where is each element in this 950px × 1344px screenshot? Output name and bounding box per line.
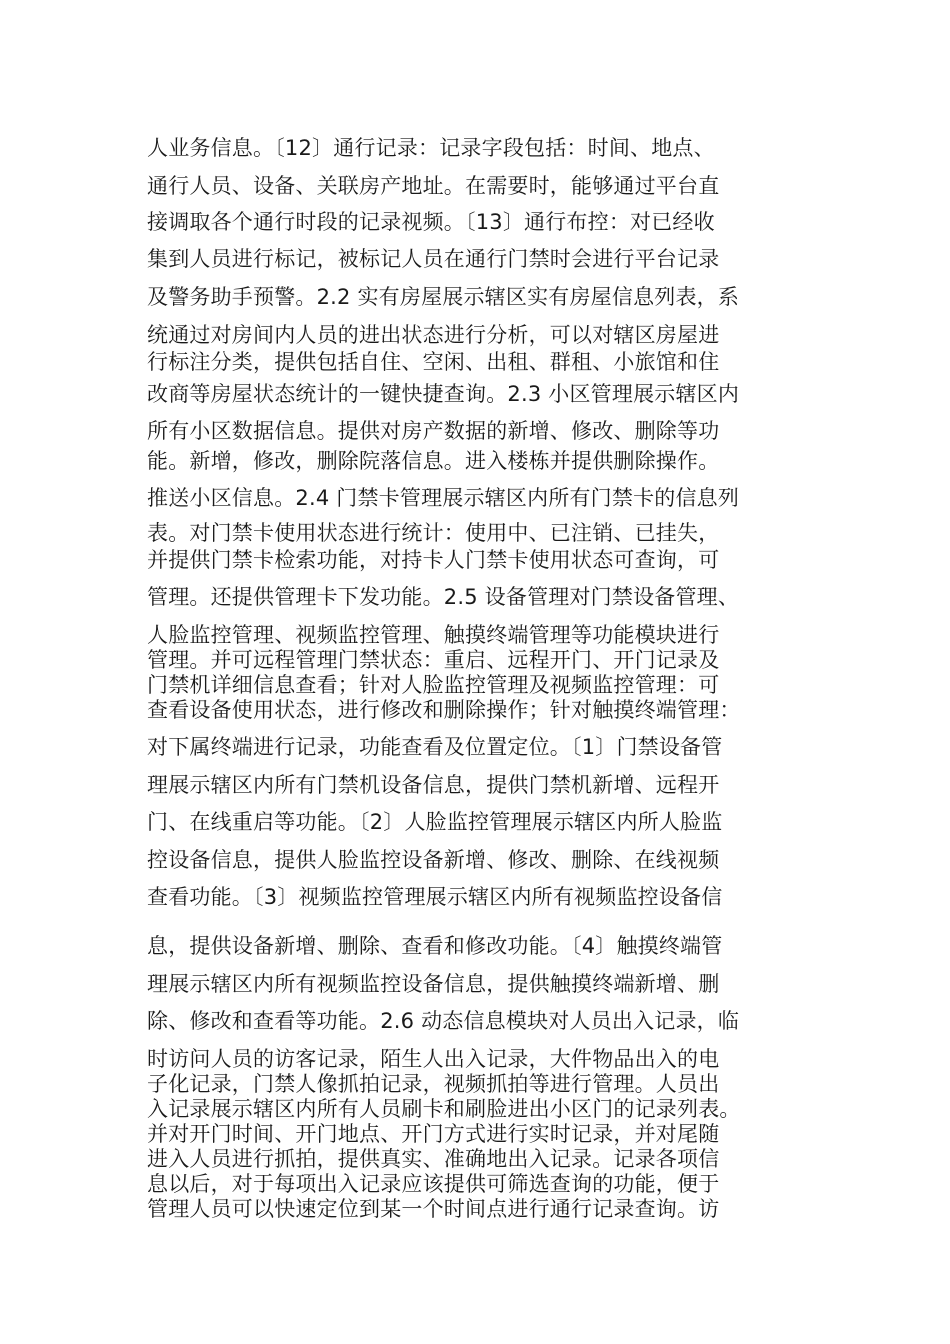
text-line: 理展示辖区内所有视频监控设备信息，提供触摸终端新增、删	[147, 972, 720, 996]
text-line: 通行人员、设备、关联房产地址。在需要时，能够通过平台直	[147, 174, 720, 198]
text-line: 管理。还提供管理卡下发功能。2.5 设备管理对门禁设备管理、	[147, 585, 740, 609]
text-line: 门禁机详细信息查看；针对人脸监控管理及视频监控管理：可	[147, 673, 720, 697]
text-line: 及警务助手预警。2.2 实有房屋展示辖区实有房屋信息列表，系	[147, 285, 740, 309]
text-line: 查看功能。〔3〕视频监控管理展示辖区内所有视频监控设备信	[147, 885, 723, 909]
text-line: 子化记录，门禁人像抓拍记录，视频抓拍等进行管理。人员出	[147, 1072, 720, 1096]
text-line: 并提供门禁卡检索功能，对持卡人门禁卡使用状态可查询，可	[147, 548, 720, 572]
text-line: 息，提供设备新增、删除、查看和修改功能。〔4〕触摸终端管	[147, 934, 723, 958]
text-line: 查看设备使用状态，进行修改和删除操作；针对触摸终端管理：	[147, 698, 741, 722]
text-line: 管理人员可以快速定位到某一个时间点进行通行记录查询。访	[147, 1197, 720, 1221]
text-line: 表。对门禁卡使用状态进行统计：使用中、已注销、已挂失，	[147, 521, 720, 545]
text-line: 时访问人员的访客记录，陌生人出入记录，大件物品出入的电	[147, 1047, 720, 1071]
text-line: 理展示辖区内所有门禁机设备信息，提供门禁机新增、远程开	[147, 773, 720, 797]
text-line: 人脸监控管理、视频监控管理、触摸终端管理等功能模块进行	[147, 623, 720, 647]
text-line: 进入人员进行抓拍，提供真实、准确地出入记录。记录各项信	[147, 1147, 720, 1171]
text-line: 所有小区数据信息。提供对房产数据的新增、修改、删除等功	[147, 419, 720, 443]
text-line: 推送小区信息。2.4 门禁卡管理展示辖区内所有门禁卡的信息列	[147, 486, 740, 510]
text-line: 行标注分类，提供包括自住、空闲、出租、群租、小旅馆和住	[147, 350, 720, 374]
text-line: 除、修改和查看等功能。2.6 动态信息模块对人员出入记录，临	[147, 1009, 740, 1033]
text-line: 人业务信息。〔12〕通行记录：记录字段包括：时间、地点、	[147, 136, 715, 160]
text-line: 并对开门时间、开门地点、开门方式进行实时记录，并对尾随	[147, 1122, 720, 1146]
text-line: 控设备信息，提供人脸监控设备新增、修改、删除、在线视频	[147, 848, 720, 872]
text-line: 对下属终端进行记录，功能查看及位置定位。〔1〕门禁设备管	[147, 735, 723, 759]
text-line: 集到人员进行标记，被标记人员在通行门禁时会进行平台记录	[147, 247, 720, 271]
text-line: 能。新增，修改，删除院落信息。进入楼栋并提供删除操作。	[147, 449, 720, 473]
text-line: 门、在线重启等功能。〔2〕人脸监控管理展示辖区内所人脸监	[147, 810, 723, 834]
text-line: 息以后，对于每项出入记录应该提供可筛选查询的功能，便于	[147, 1172, 720, 1196]
text-line: 改商等房屋状态统计的一键快捷查询。2.3 小区管理展示辖区内	[147, 382, 740, 406]
text-line: 入记录展示辖区内所有人员刷卡和刷脸进出小区门的记录列表。	[147, 1097, 741, 1121]
text-line: 接调取各个通行时段的记录视频。〔13〕通行布控：对已经收	[147, 210, 715, 234]
text-line: 管理。并可远程管理门禁状态：重启、远程开门、开门记录及	[147, 648, 720, 672]
text-line: 统通过对房间内人员的进出状态进行分析，可以对辖区房屋进	[147, 323, 720, 347]
